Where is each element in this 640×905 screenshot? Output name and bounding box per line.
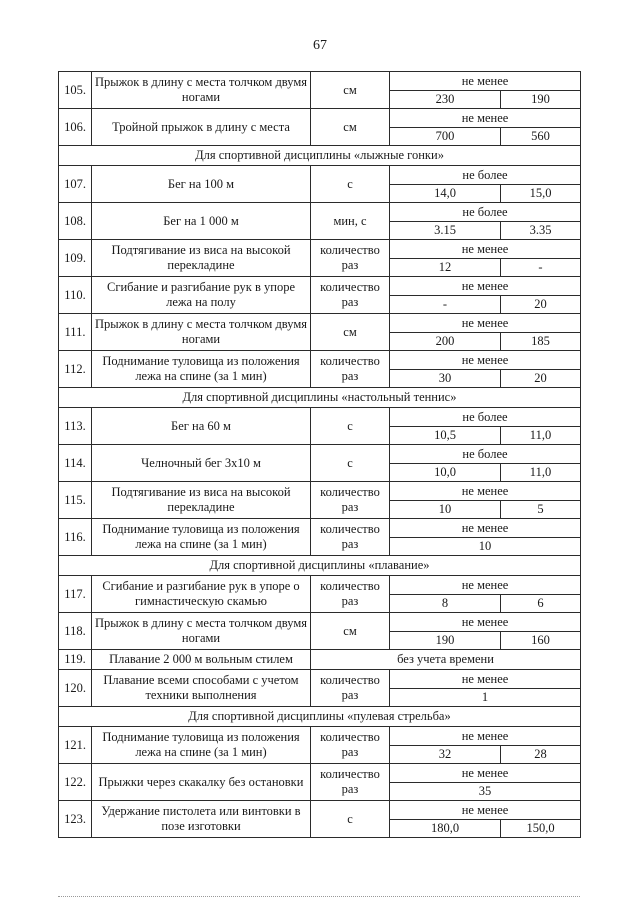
norm-condition: не менее <box>390 314 581 333</box>
norm-condition: не более <box>390 408 581 427</box>
unit-cell: с <box>311 445 390 482</box>
section-title: Для спортивной дисциплины «лыжные гонки» <box>59 146 581 166</box>
norm-condition: не более <box>390 166 581 185</box>
norm-condition: не менее <box>390 519 581 538</box>
row-number: 110. <box>59 277 92 314</box>
norm-value-girls: 150,0 <box>501 820 581 838</box>
exercise-name: Бег на 100 м <box>92 166 311 203</box>
norm-value-girls: 15,0 <box>501 185 581 203</box>
norm-value-boys: 12 <box>390 259 501 277</box>
norm-value-girls: 6 <box>501 595 581 613</box>
exercise-name: Сгибание и разгибание рук в упоре лежа на полу <box>92 277 311 314</box>
row-number: 107. <box>59 166 92 203</box>
norm-condition: не более <box>390 203 581 222</box>
exercise-name: Плавание 2 000 м вольным стилем <box>92 650 311 670</box>
exercise-name: Поднимание туловища из положения лежа на спине (за 1 мин) <box>92 351 311 388</box>
section-header-row <box>59 388 581 408</box>
norm-value-girls: 11,0 <box>501 427 581 445</box>
row-number: 105. <box>59 72 92 109</box>
norm-value: 10 <box>390 538 581 556</box>
table-row <box>59 576 581 595</box>
section-header-row <box>59 556 581 576</box>
norm-condition: не менее <box>390 240 581 259</box>
unit-cell: с <box>311 408 390 445</box>
table-row <box>59 445 581 464</box>
row-number: 106. <box>59 109 92 146</box>
norm-value-girls: 20 <box>501 296 581 314</box>
norm-condition: не менее <box>390 109 581 128</box>
unit-cell: количество раз <box>311 351 390 388</box>
exercise-name: Тройной прыжок в длину с места <box>92 109 311 146</box>
norm-value-girls: 20 <box>501 370 581 388</box>
norm-value-boys: 180,0 <box>390 820 501 838</box>
norms-table-body <box>59 72 581 838</box>
norm-value: без учета времени <box>311 650 581 670</box>
norm-value-girls: 190 <box>501 91 581 109</box>
section-header-row <box>59 707 581 727</box>
unit-cell: см <box>311 72 390 109</box>
unit-cell: с <box>311 166 390 203</box>
norm-value-boys: 10 <box>390 501 501 519</box>
table-row <box>59 166 581 185</box>
norm-value-girls: - <box>501 259 581 277</box>
norm-value-girls: 3.35 <box>501 222 581 240</box>
table-row <box>59 482 581 501</box>
exercise-name: Поднимание туловища из положения лежа на спине (за 1 мин) <box>92 727 311 764</box>
norms-table <box>58 71 581 838</box>
unit-cell: количество раз <box>311 277 390 314</box>
norm-value: 1 <box>390 689 581 707</box>
exercise-name: Прыжки через скакалку без остановки <box>92 764 311 801</box>
row-number: 112. <box>59 351 92 388</box>
norm-value-boys: 230 <box>390 91 501 109</box>
norm-condition: не менее <box>390 277 581 296</box>
norm-value-boys: 700 <box>390 128 501 146</box>
norm-value-boys: 10,0 <box>390 464 501 482</box>
unit-cell: количество раз <box>311 670 390 707</box>
norm-value-boys: 32 <box>390 746 501 764</box>
norm-condition: не менее <box>390 482 581 501</box>
norm-condition: не менее <box>390 351 581 370</box>
exercise-name: Удержание пистолета или винтовки в позе изготовки <box>92 801 311 838</box>
section-title: Для спортивной дисциплины «плавание» <box>59 556 581 576</box>
unit-cell: количество раз <box>311 482 390 519</box>
norm-condition: не менее <box>390 576 581 595</box>
norm-condition: не менее <box>390 72 581 91</box>
page-number: 67 <box>313 38 327 53</box>
row-number: 119. <box>59 650 92 670</box>
unit-cell: с <box>311 801 390 838</box>
table-row <box>59 72 581 91</box>
norm-value-boys: 190 <box>390 632 501 650</box>
norm-value-girls: 185 <box>501 333 581 351</box>
table-row <box>59 670 581 689</box>
table-row <box>59 519 581 538</box>
table-row <box>59 240 581 259</box>
exercise-name: Подтягивание из виса на высокой перекладине <box>92 482 311 519</box>
norm-condition: не менее <box>390 670 581 689</box>
exercise-name: Прыжок в длину с места толчком двумя ногами <box>92 72 311 109</box>
exercise-name: Прыжок в длину с места толчком двумя ногами <box>92 613 311 650</box>
unit-cell: количество раз <box>311 727 390 764</box>
norm-value: 35 <box>390 783 581 801</box>
unit-cell: см <box>311 314 390 351</box>
unit-cell: количество раз <box>311 576 390 613</box>
norm-condition: не менее <box>390 801 581 820</box>
table-row <box>59 727 581 746</box>
norm-value-girls: 11,0 <box>501 464 581 482</box>
row-number: 114. <box>59 445 92 482</box>
row-number: 116. <box>59 519 92 556</box>
row-number: 118. <box>59 613 92 650</box>
row-number: 117. <box>59 576 92 613</box>
table-row <box>59 351 581 370</box>
row-number: 121. <box>59 727 92 764</box>
norm-condition: не менее <box>390 613 581 632</box>
row-number: 123. <box>59 801 92 838</box>
section-title: Для спортивной дисциплины «настольный теннис» <box>59 388 581 408</box>
norm-value-boys: - <box>390 296 501 314</box>
exercise-name: Прыжок в длину с места толчком двумя ногами <box>92 314 311 351</box>
table-row <box>59 277 581 296</box>
table-row <box>59 613 581 632</box>
norm-condition: не более <box>390 445 581 464</box>
norm-value-girls: 5 <box>501 501 581 519</box>
table-row <box>59 408 581 427</box>
norm-value-girls: 560 <box>501 128 581 146</box>
row-number: 109. <box>59 240 92 277</box>
exercise-name: Челночный бег 3х10 м <box>92 445 311 482</box>
row-number: 120. <box>59 670 92 707</box>
norm-value-boys: 200 <box>390 333 501 351</box>
norm-value-girls: 160 <box>501 632 581 650</box>
unit-cell: см <box>311 613 390 650</box>
row-number: 122. <box>59 764 92 801</box>
norm-value-girls: 28 <box>501 746 581 764</box>
table-row <box>59 650 581 670</box>
table-row <box>59 314 581 333</box>
section-header-row <box>59 146 581 166</box>
row-number: 111. <box>59 314 92 351</box>
row-number: 113. <box>59 408 92 445</box>
norm-condition: не менее <box>390 727 581 746</box>
exercise-name: Сгибание и разгибание рук в упоре о гимнастическую скамью <box>92 576 311 613</box>
unit-cell: мин, с <box>311 203 390 240</box>
norm-value-boys: 8 <box>390 595 501 613</box>
norm-value-boys: 3.15 <box>390 222 501 240</box>
norm-value-boys: 30 <box>390 370 501 388</box>
table-row <box>59 109 581 128</box>
exercise-name: Бег на 60 м <box>92 408 311 445</box>
section-title: Для спортивной дисциплины «пулевая стрельба» <box>59 707 581 727</box>
norm-condition: не менее <box>390 764 581 783</box>
unit-cell: количество раз <box>311 240 390 277</box>
norm-value-boys: 14,0 <box>390 185 501 203</box>
unit-cell: см <box>311 109 390 146</box>
table-row <box>59 801 581 820</box>
row-number: 108. <box>59 203 92 240</box>
table-row <box>59 764 581 783</box>
exercise-name: Подтягивание из виса на высокой перекладине <box>92 240 311 277</box>
norm-value-boys: 10,5 <box>390 427 501 445</box>
unit-cell: количество раз <box>311 519 390 556</box>
row-number: 115. <box>59 482 92 519</box>
exercise-name: Бег на 1 000 м <box>92 203 311 240</box>
exercise-name: Плавание всеми способами с учетом техники выполнения <box>92 670 311 707</box>
table-row <box>59 203 581 222</box>
exercise-name: Поднимание туловища из положения лежа на спине (за 1 мин) <box>92 519 311 556</box>
unit-cell: количество раз <box>311 764 390 801</box>
page-bottom-rule <box>58 896 580 897</box>
